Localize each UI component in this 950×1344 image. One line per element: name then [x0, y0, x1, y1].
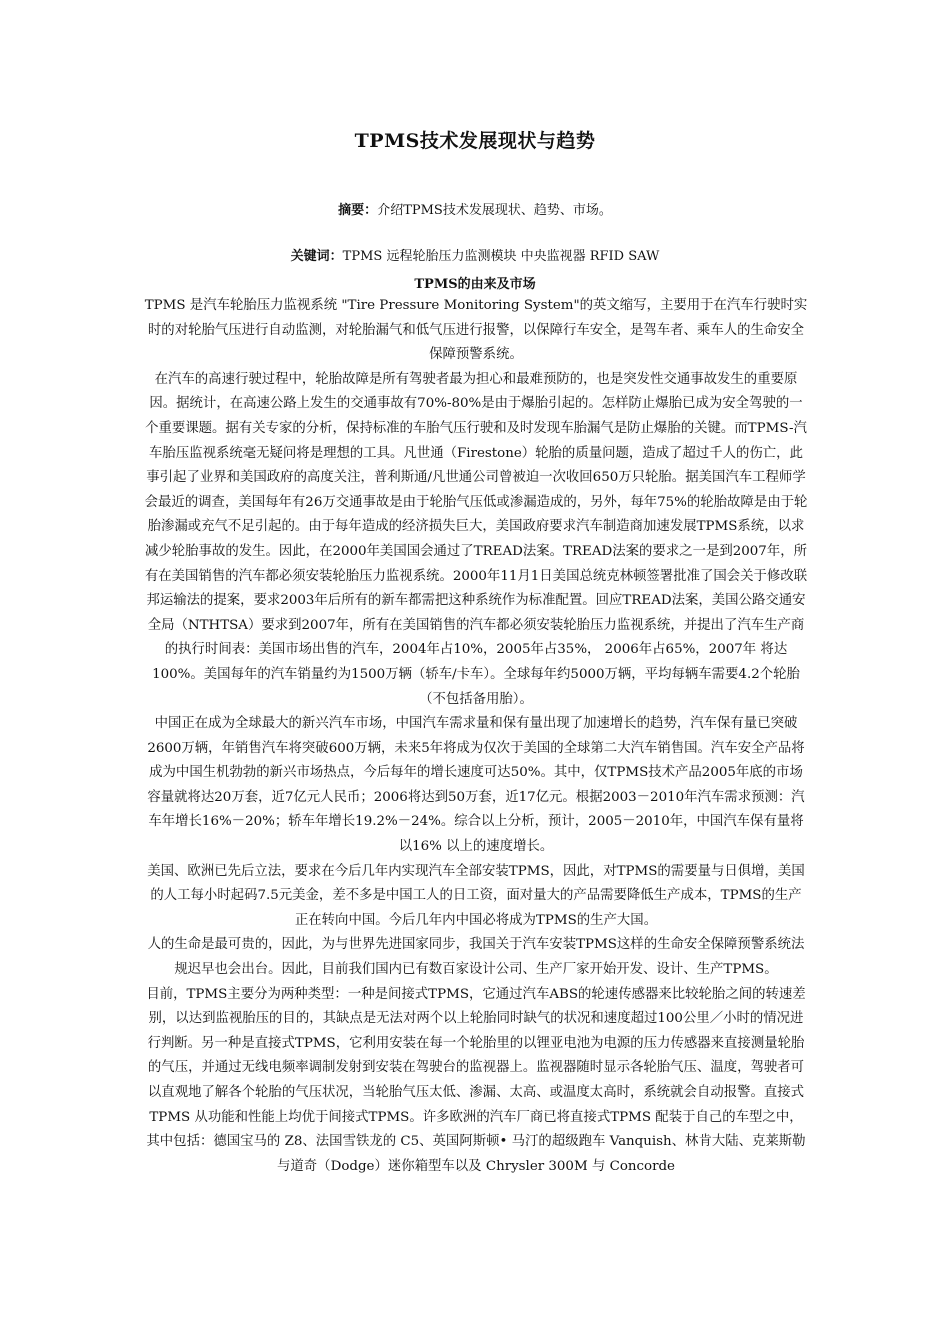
keywords-text: TPMS 远程轮胎压力监测模块 中央监视器 RFID SAW — [342, 249, 660, 264]
paragraph: TPMS 是汽车轮胎压力监视系统 "Tire Pressure Monitoring System"的英文缩写，主要用于在汽车行驶时实时的对轮胎气压进行自动监测，对轮胎漏气和低气压进行报警，以保障行车安全，是驾车者、乘车人的生命安全保障预警系统。 — [144, 298, 808, 363]
paragraph: 在汽车的高速行驶过程中，轮胎故障是所有驾驶者最为担心和最难预防的，也是突发性交通事故发生的重要原因。据统计，在高速公路上发生的交通事故有70%-80%是由于爆胎引起的。怎样防止爆胎已成为安全驾驶的一个重要课题。据有关专家的分析，保持标准的车胎气压行驶和及时发现车胎漏气是防止爆胎的关键。而TPMS-汽车胎压监视系统毫无疑问将是理想的工具。凡世通（Firestone）轮胎的质量问题，造成了超过千人的伤亡，此事引起了业界和美国政府的高度关注，普利斯通/凡世通公司曾被迫一次收回650万只轮胎。据美国汽车工程师学会最近的调查，美国每年有26万交通事故是由于轮胎气压低或渗漏造成的，另外，每年75%的轮胎故障是由于轮胎渗漏或充气不足引起的。由于每年造成的经济损失巨大，美国政府要求汽车制造商加速发展TPMS系统，以求减少轮胎事故的发生。因此，在2000年美国国会通过了TREAD法案。TREAD法案的要求之一是到2007年，所有在美国销售的汽车都必须安装轮胎压力监视系统。2000年11月1日美国总统克林顿签署批准了国会关于修改联邦运输法的提案，要求2003年后所有的新车都需把这种系统作为标准配置。回应TREAD法案，美国公路交通安全局（NTHTSA）要求到2007年，所有在美国销售的汽车都必须安装轮胎压力监视系统，并提出了汽车生产商的执行时间表：美国市场出售的汽车，2004年占10%，2005年占35%， 2006年占65%，2007年 将达100%。美国每年的汽车销量约为1500万辆（轿车/卡车）。全球每年约5000万辆，平均每辆车需要4.2个轮胎（不包括备用胎）。 — [144, 371, 808, 707]
abstract — [0, 202, 950, 220]
paragraph: 中国正在成为全球最大的新兴汽车市场，中国汽车需求量和保有量出现了加速增长的趋势，汽车保有量已突破2600万辆，年销售汽车将突破600万辆，未来5年将成为仅次于美国的全球第二大汽车销售国。汽车安全产品将成为中国生机勃勃的新兴市场热点，今后每年的增长速度可达50%。其中，仅TPMS技术产品2005年底的市场容量就将达20万套，近7亿元人民币；2006将达到50万套，近17亿元。根据2003－2010年汽车需求预测：汽车年增长16%－20%；轿车年增长19.2%－24%。综合以上分析，预计，2005－2010年，中国汽车保有量将以16% 以上的速度增长。 — [147, 716, 805, 855]
paragraph: 目前，TPMS主要分为两种类型：一种是间接式TPMS，它通过汽车ABS的轮速传感器来比较轮胎之间的转速差别，以达到监视胎压的目的，其缺点是无法对两个以上轮胎同时缺气的状况和速度超过100公里／小时的情况进行判断。另一种是直接式TPMS，它利用安装在每一个轮胎里的以锂亚电池为电源的压力传感器来直接测量轮胎的气压，并通过无线电频率调制发射到安装在驾驶台的监视器上。监视器随时显示各轮胎气压、温度，驾驶者可以直观地了解各个轮胎的气压状况，当轮胎气压太低、渗漏、太高、或温度太高时，系统就会自动报警。直接式TPMS 从功能和性能上均优于间接式TPMS。许多欧洲的汽车厂商已将直接式TPMS 配装于自己的车型之中，其中包括：德国宝马的 Z8、法国雪铁龙的 C5、英国阿斯顿• 马汀的超级跑车 Vanquish、林肯大陆、克莱斯勒与道奇（Dodge）迷你箱型车以及 Chrysler 300M 与 Concorde — [146, 986, 806, 1174]
keywords-label: 关键词： — [290, 249, 343, 264]
abstract-text: 介绍TPMS技术发展现状、趋势、市场。 — [377, 203, 612, 218]
paragraph: 人的生命是最可贵的，因此，为与世界先进国家同步，我国关于汽车安装TPMS这样的生命安全保障预警系统法规迟早也会出台。因此，目前我们国内已有数百家设计公司、生产厂家开始开发、设计、生产TPMS。 — [147, 937, 805, 978]
document-title: TPMS技术发展现状与趋势 — [354, 130, 596, 152]
document-body — [144, 294, 808, 1179]
keywords — [0, 248, 950, 266]
paragraph: 美国、欧洲已先后立法，要求在今后几年内实现汽车全部安装TPMS，因此，对TPMS的需要量与日俱增，美国的人工每小时起码7.5元美金，差不多是中国工人的日工资，面对量大的产品需要降低生产成本，TPMS的生产正在转向中国。今后几年内中国必将成为TPMS的生产大国。 — [147, 863, 805, 928]
section-heading: TPMS的由来及市场 — [414, 277, 536, 292]
abstract-label: 摘要： — [338, 203, 378, 218]
